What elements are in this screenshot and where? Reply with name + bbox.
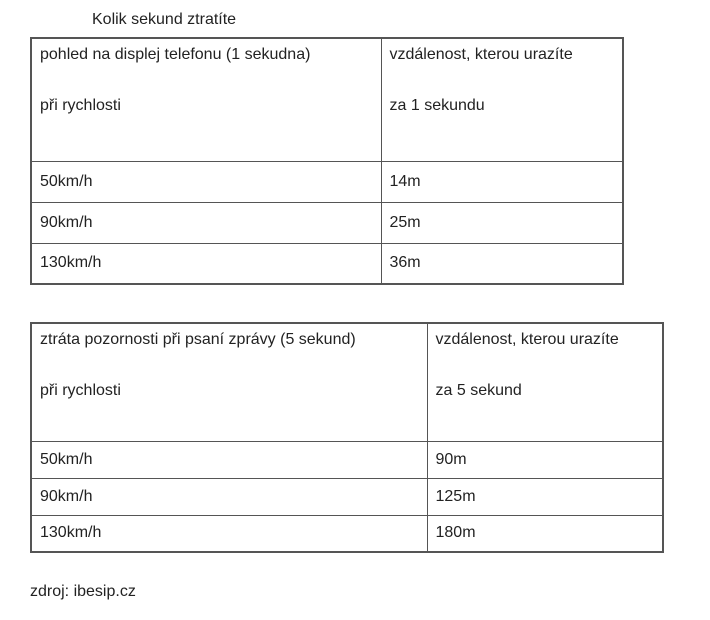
distance-cell: 36m [381, 243, 623, 284]
header-cell-speed [31, 38, 381, 161]
header-subtext: při rychlosti [40, 382, 121, 399]
distance-cell: 25m [381, 202, 623, 243]
distance-cell: 125m [427, 478, 663, 515]
header-subtext: při rychlosti [40, 97, 121, 114]
table-one-second [30, 37, 624, 285]
speed-cell: 130km/h [31, 515, 427, 552]
table-row [31, 515, 663, 552]
speed-cell: 130km/h [31, 243, 381, 284]
speed-cell: 90km/h [31, 478, 427, 515]
distance-cell: 90m [427, 441, 663, 478]
header-cell-distance [427, 323, 663, 441]
table-row [31, 243, 623, 284]
table-row [31, 441, 663, 478]
header-text: ztráta pozornosti při psaní zprávy (5 sekund) [40, 331, 356, 348]
header-subtext: za 5 sekund [435, 382, 522, 399]
header-text: pohled na displej telefonu (1 sekudna) [40, 46, 311, 63]
speed-cell: 50km/h [31, 441, 427, 478]
table-header-row [31, 323, 663, 441]
source-note: zdroj: ibesip.cz [30, 583, 136, 600]
distance-cell: 180m [427, 515, 663, 552]
distance-cell: 14m [381, 161, 623, 202]
table-row [31, 161, 623, 202]
table-row [31, 478, 663, 515]
header-text: vzdálenost, kterou urazíte [389, 46, 573, 63]
page-title: Kolik sekund ztratíte [92, 11, 237, 28]
table-row [31, 202, 623, 243]
header-subtext: za 1 sekundu [389, 97, 485, 114]
speed-cell: 90km/h [31, 202, 381, 243]
header-cell-speed [31, 323, 427, 441]
header-text: vzdálenost, kterou urazíte [435, 331, 619, 348]
header-cell-distance [381, 38, 623, 161]
speed-cell: 50km/h [31, 161, 381, 202]
table-five-seconds [30, 322, 664, 553]
table-header-row [31, 38, 623, 161]
